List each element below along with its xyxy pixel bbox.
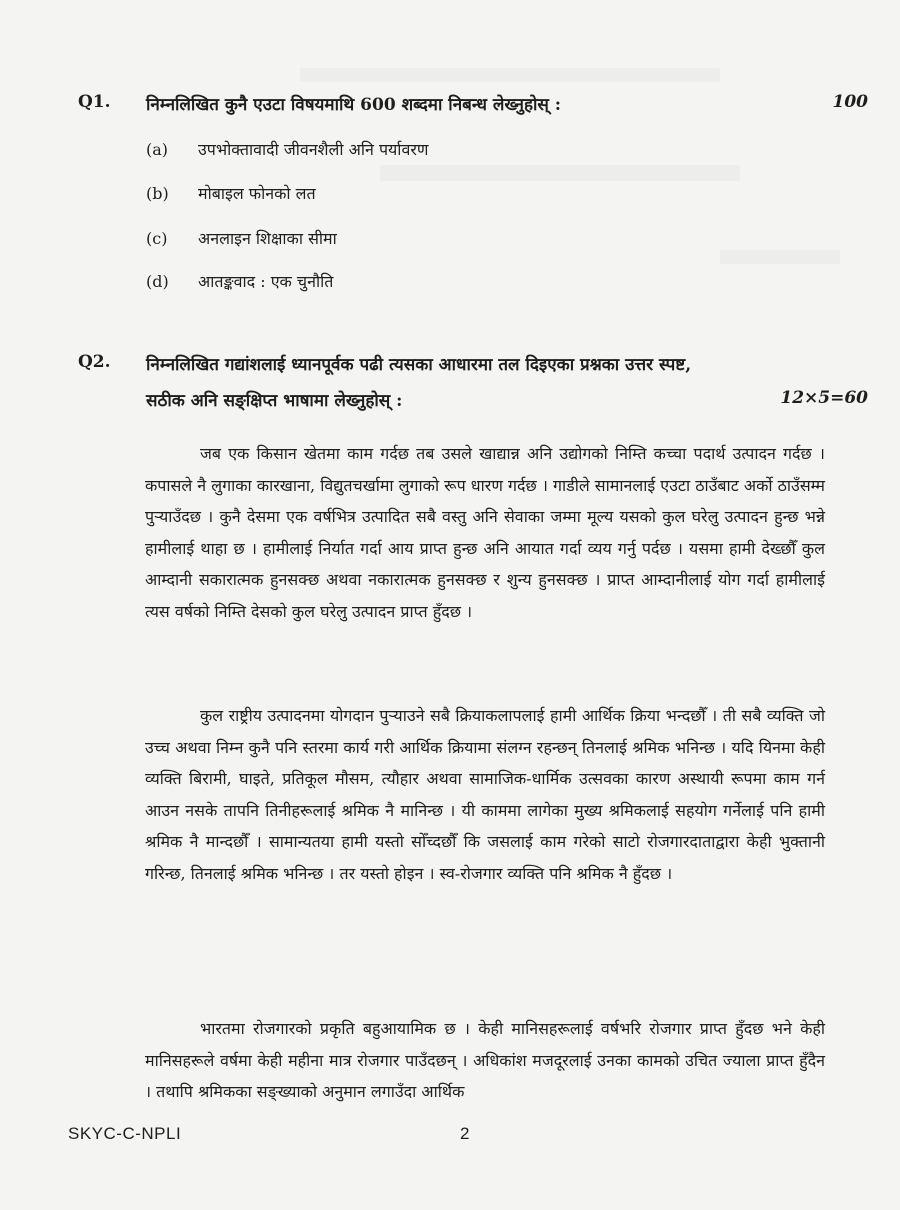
essay-option [146, 182, 316, 204]
essay-option [146, 138, 428, 160]
option-text: मोबाइल फोनको लत [198, 184, 316, 203]
option-text: अनलाइन शिक्षाका सीमा [198, 229, 337, 248]
option-text: आतङ्कवाद : एक चुनौति [198, 272, 334, 291]
option-text: उपभोक्तावादी जीवनशैली अनि पर्यावरण [198, 140, 429, 159]
option-label: (c) [146, 229, 168, 248]
paper-code: SKYC-C-NPLI [68, 1124, 182, 1143]
page-number: 2 [460, 1124, 470, 1143]
option-label: (a) [146, 140, 169, 159]
question-number: Q2. [78, 352, 111, 372]
question-prompt: निम्नलिखित कुनै एउटा विषयमाथि 600 शब्दमा निबन्ध लेख्नुहोस् : [146, 95, 562, 115]
question-prompt-line-2: सठीक अनि सङ्क्षिप्त भाषामा लेख्नुहोस् : [146, 391, 403, 411]
show-through-mark [300, 68, 720, 82]
question-marks: 100 [832, 92, 868, 112]
essay-option [146, 270, 333, 292]
show-through-mark [380, 165, 740, 181]
question-prompt-line-1: निम्नलिखित गद्यांशलाई ध्यानपूर्वक पढी त्यसका आधारमा तल दिइएका प्रश्नका उत्तर स्पष्ट, [146, 355, 692, 375]
passage-paragraph: भारतमा रोजगारको प्रकृति बहुआयामिक छ । केही मानिसहरूलाई वर्षभरि रोजगार प्राप्त हुँदछ भने केही मानिसहरूले वर्षमा केही महीना मात्र रोजगार पाउँदछन् । अधिकांश मजदूरलाई उनका कामको उचित ज्याला प्राप्त हुँदैन । तथापि श्रमिकका सङ्ख्याको अनुमान लगाउँदा आर्थिक [145, 1019, 825, 1101]
essay-option [146, 227, 337, 249]
option-label: (d) [146, 272, 169, 291]
question-marks: 12×5=60 [780, 388, 868, 408]
passage-paragraph: जब एक किसान खेतमा काम गर्दछ तब उसले खाद्यान्न अनि उद्योगको निम्ति कच्चा पदार्थ उत्पादन गर्दछ । कपासले नै लुगाका कारखाना, विद्युतचर्खामा लुगाको रूप धारण गर्दछ । गाडीले सामानलाई एउटा ठाउँबाट अर्को ठाउँसम्म पुऱ्याउँदछ । कुनै देसमा एक वर्षभित्र उत्पादित सबै वस्तु अनि सेवाका जम्मा मूल्य यसको कुल घरेलु उत्पादन हुन्छ भन्ने हामीलाई थाहा छ । हामीलाई निर्यात गर्दा आय प्राप्त हुन्छ अनि आयात गर्दा व्यय गर्नु पर्दछ । यसमा हामी देख्छौँ कुल आम्दानी सकारात्मक हुनसक्छ अथवा नकारात्मक हुनसक्छ र शुन्य हुनसक्छ । प्राप्त आम्दानीलाई योग गर्दा हामीलाई त्यस वर्षको निम्ति देसको कुल घरेलु उत्पादन प्राप्त हुँदछ । [145, 444, 825, 621]
question-number: Q1. [78, 92, 111, 112]
show-through-mark [720, 250, 840, 264]
passage-paragraph: कुल राष्ट्रीय उत्पादनमा योगदान पुऱ्याउने सबै क्रियाकलापलाई हामी आर्थिक क्रिया भन्दछौँ । ती सबै व्यक्ति जो उच्च अथवा निम्न कुनै पनि स्तरमा कार्य गरी आर्थिक क्रियामा संलग्न रहन्छन् तिनलाई श्रमिक भनिन्छ । यदि यिनमा केही व्यक्ति बिरामी, घाइते, प्रतिकूल मौसम, त्यौहार अथवा सामाजिक-धार्मिक उत्सवका कारण अस्थायी रूपमा काम गर्न आउन नसके तापनि तिनीहरूलाई श्रमिक नै मानिन्छ । यी काममा लागेका मुख्य श्रमिकलाई सहयोग गर्नेलाई पनि हामी श्रमिक नै मान्दछौँ । सामान्यतया हामी यस्तो सोँच्दछौँ कि जसलाई काम गरेको साटो रोजगारदाताद्वारा केही भुक्तानी गरिन्छ, तिनलाई श्रमिक भनिन्छ । तर यस्तो होइन । स्व-रोजगार व्यक्ति पनि श्रमिक नै हुँदछ । [145, 706, 825, 883]
option-label: (b) [146, 184, 169, 203]
